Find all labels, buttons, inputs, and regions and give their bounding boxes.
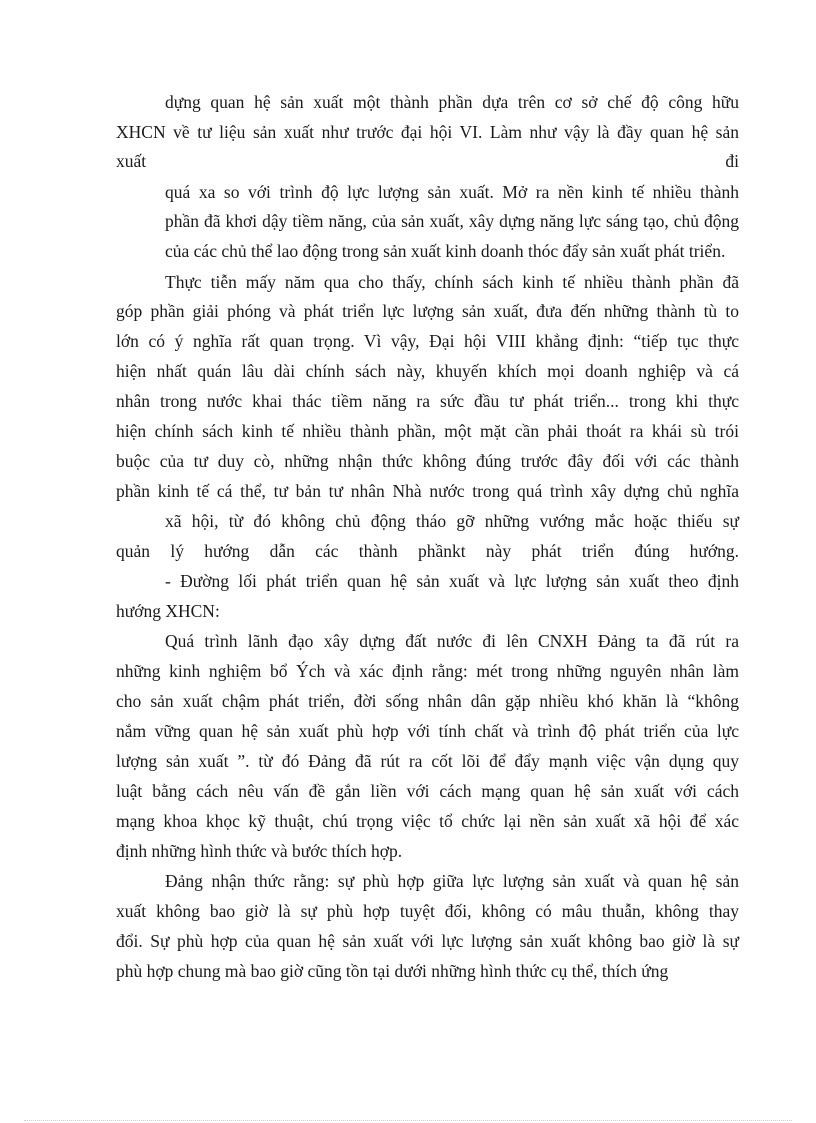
text-line: định những hình thức và bước thích hợp.	[116, 841, 403, 861]
text-line: Thực tiễn mấy năm qua cho thấy, chính sách kinh tế nhiều thành phần đã	[165, 272, 739, 292]
text-line: phù hợp chung mà bao giờ cũng tồn tại dưới những hình thức cụ thể, thích ứng	[116, 961, 669, 981]
text-line: hiện nhất quán lâu dài chính sách này, khuyến khích mọi doanh nghiệp và cá	[116, 361, 739, 381]
text-line: Đảng nhận thức rằng: sự phù hợp giữa lực lượng sản xuất và quan hệ sản	[165, 871, 739, 891]
text-line: phần kinh tế cá thể, tư bản tư nhân Nhà nước trong quá trình xây dựng chủ nghĩa	[116, 481, 739, 501]
text-line: của các chủ thể lao động trong sản xuất kinh doanh thóc đẩy sản xuất phát triển.	[165, 241, 726, 261]
text-line: hướng XHCN:	[116, 601, 220, 621]
text-line: hiện chính sách kinh tế nhiều thành phần, một mặt cần phải thoát ra khái sù trói	[116, 421, 739, 441]
text-line: quản lý hướng dẫn các thành phầnkt này phát triển đúng hướng.	[116, 541, 739, 561]
text-line: cho sản xuất chậm phát triển, đời sống nhân dân gặp nhiều khó khăn là “không	[116, 691, 739, 711]
text-line: xuất đi	[116, 151, 739, 171]
text-line: lượng sản xuất ”. từ đó Đảng đã rút ra cốt lõi để đẩy mạnh việc vận dụng quy	[116, 751, 739, 771]
text-line: dựng quan hệ sản xuất một thành phần dựa trên cơ sở chế độ công hữu	[165, 92, 739, 112]
text-line: những kinh nghiệm bổ Ých và xác định rằng: mét trong những nguyên nhân làm	[116, 661, 739, 681]
text-line: nắm vững quan hệ sản xuất phù hợp với tính chất và trình độ phát triển của lực	[116, 721, 739, 741]
text-line: luật bằng cách nêu vấn đề gắn liền với cách mạng quan hệ sản xuất với cách	[116, 781, 739, 801]
text-line: lớn có ý nghĩa rất quan trọng. Vì vậy, Đại hội VIII khẳng định: “tiếp tục thực	[116, 331, 739, 351]
text-line: buộc của tư duy cò, những nhận thức không đúng trước đây đối với các thành	[116, 451, 739, 471]
page-bottom-rule	[24, 1120, 792, 1121]
text-line: nhân trong nước khai thác tiềm năng ra sức đầu tư phát triển... trong khi thực	[116, 391, 739, 411]
text-line: góp phần giải phóng và phát triển lực lượng sản xuất, đưa đến những thành tù to	[116, 301, 739, 321]
text-line: Quá trình lãnh đạo xây dựng đất nước đi lên CNXH Đảng ta đã rút ra	[165, 631, 739, 651]
text-line: xã hội, từ đó không chủ động tháo gỡ những vướng mắc hoặc thiếu sự	[165, 511, 739, 531]
text-line: mạng khoa khọc kỹ thuật, chú trọng việc tổ chức lại nền sản xuất xã hội để xác	[116, 811, 739, 831]
text-line: XHCN về tư liệu sản xuất như trước đại hội VI. Làm như vậy là đầy quan hệ sản	[116, 122, 739, 142]
text-line: quá xa so với trình độ lực lượng sản xuất. Mở ra nền kinh tế nhiều thành	[165, 182, 739, 202]
text-line: đổi. Sự phù hợp của quan hệ sản xuất với lực lượng sản xuất không bao giờ là sự	[116, 931, 739, 951]
text-line: phần đã khơi dậy tiềm năng, của sản xuất, xây dựng năng lực sáng tạo, chủ động	[165, 211, 739, 231]
text-line: - Đường lối phát triển quan hệ sản xuất và lực lượng sản xuất theo định	[165, 571, 739, 591]
text-line: xuất không bao giờ là sự phù hợp tuyệt đối, không có mâu thuẫn, không thay	[116, 901, 739, 921]
